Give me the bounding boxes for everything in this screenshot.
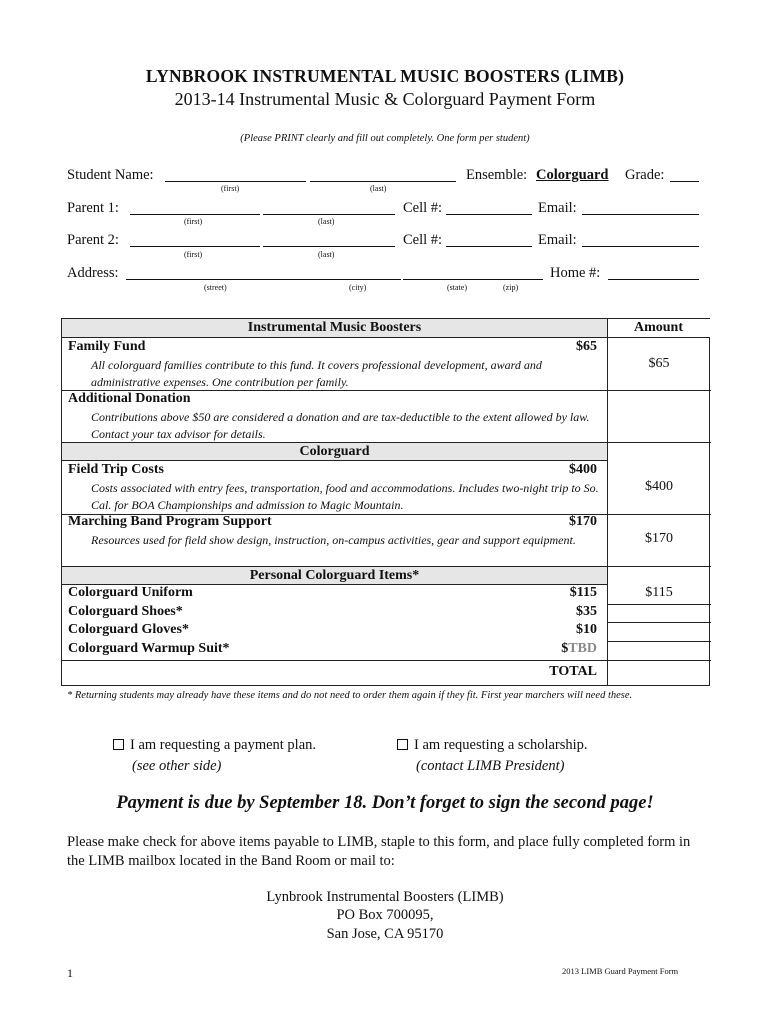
- parent2-first-name-field[interactable]: [130, 246, 260, 247]
- program-support-price: $170: [569, 514, 597, 529]
- fees-table: [61, 318, 710, 686]
- uniform-label: Colorguard Uniform: [68, 585, 193, 600]
- address-street-city-field[interactable]: [126, 279, 401, 280]
- payment-plan-option[interactable]: [113, 737, 316, 754]
- warmup-price: [561, 641, 597, 657]
- field-trip-label: Field Trip Costs: [68, 462, 164, 477]
- home-phone-label: Home #:: [550, 265, 601, 281]
- gloves-label: Colorguard Gloves*: [68, 622, 189, 637]
- mailing-address-line1: Lynbrook Instrumental Boosters (LIMB): [266, 889, 504, 905]
- section-header-personal-items: Personal Colorguard Items*: [62, 566, 607, 585]
- field-trip-description: Costs associated with entry fees, transportation, food and accommodations. Includes two-night trip to So. Cal. for BOA Championships and admission to Magic Mountain.: [91, 481, 599, 512]
- gloves-amount-field[interactable]: [607, 622, 711, 641]
- family-fund-price: $65: [576, 339, 597, 354]
- parent1-email-field[interactable]: [582, 214, 699, 215]
- footnote: * Returning students may already have these items and do not need to order them again if they fit. First year marchers will need these.: [67, 690, 633, 701]
- parent2-last-hint: (last): [318, 250, 335, 259]
- payment-plan-label: I am requesting a payment plan.: [130, 737, 317, 753]
- address-state-hint: (state): [447, 283, 467, 292]
- donation-description: Contributions above $50 are considered a donation and are tax-deductible to the extent allowed by law. Contact your tax advisor for details.: [91, 410, 590, 441]
- address-zip-hint: (zip): [503, 283, 519, 292]
- ensemble-label: Ensemble:: [466, 167, 528, 183]
- shoes-price: $35: [576, 604, 597, 619]
- student-name-label: Student Name:: [67, 167, 154, 183]
- home-phone-field[interactable]: [608, 279, 699, 280]
- warmup-price-tbd: TBD: [568, 641, 597, 656]
- program-support-label: Marching Band Program Support: [68, 514, 272, 529]
- program-support-amount[interactable]: $170: [645, 531, 673, 546]
- parent1-first-name-field[interactable]: [130, 214, 260, 215]
- address-city-hint: (city): [349, 283, 367, 292]
- warmup-price-prefix: $: [561, 641, 569, 656]
- address-state-zip-field[interactable]: [403, 279, 543, 280]
- scholarship-checkbox[interactable]: [397, 739, 408, 750]
- student-last-name-field[interactable]: [310, 181, 456, 182]
- page-number: 1: [67, 966, 73, 980]
- donation-label: Additional Donation: [68, 391, 191, 406]
- parent1-first-hint: (first): [184, 217, 203, 226]
- payment-plan-checkbox[interactable]: [113, 739, 124, 750]
- parent1-last-name-field[interactable]: [263, 214, 395, 215]
- family-fund-label: Family Fund: [68, 339, 146, 354]
- student-first-name-field[interactable]: [165, 181, 306, 182]
- form-title: LYNBROOK INSTRUMENTAL MUSIC BOOSTERS (LIMB): [145, 66, 625, 86]
- uniform-price: $115: [569, 585, 597, 600]
- uniform-amount[interactable]: $115: [645, 585, 673, 600]
- field-trip-amount[interactable]: $400: [645, 479, 673, 494]
- section-header-boosters: Instrumental Music Boosters: [62, 319, 607, 338]
- program-support-description: Resources used for field show design, instruction, on-campus activities, gear and support equipment.: [91, 533, 576, 547]
- parent1-last-hint: (last): [318, 217, 335, 226]
- address-label: Address:: [67, 265, 119, 281]
- family-fund-description: All colorguard families contribute to this fund. It covers professional development, award and administrative expenses. One contribution per family.: [91, 358, 542, 389]
- address-street-hint: (street): [204, 283, 227, 292]
- parent1-label: Parent 1:: [67, 200, 119, 216]
- mailing-instructions: Please make check for above items payable to LIMB, staple to this form, and place fully completed form in the LIMB mailbox located in the Band Room or mail to:: [67, 834, 691, 869]
- payment-plan-note: (see other side): [132, 758, 222, 774]
- payment-due-notice: Payment is due by September 18. Don’t forget to sign the second page!: [116, 793, 654, 813]
- ensemble-value: Colorguard: [536, 167, 609, 183]
- mailing-address-line3: San Jose, CA 95170: [326, 926, 444, 942]
- scholarship-option[interactable]: [397, 737, 588, 754]
- scholarship-label: I am requesting a scholarship.: [414, 737, 588, 753]
- parent1-email-label: Email:: [538, 200, 577, 216]
- grade-label: Grade:: [625, 167, 665, 183]
- parent1-cell-field[interactable]: [446, 214, 532, 215]
- total-amount-field[interactable]: [607, 661, 711, 686]
- parent2-email-label: Email:: [538, 232, 577, 248]
- grade-field[interactable]: [670, 181, 699, 182]
- donation-amount-field[interactable]: [607, 409, 711, 439]
- warmup-amount-field[interactable]: [607, 641, 711, 660]
- student-last-hint: (last): [370, 184, 387, 193]
- gloves-price: $10: [576, 622, 597, 637]
- warmup-label: Colorguard Warmup Suit*: [68, 641, 230, 656]
- amount-header: Amount: [607, 319, 710, 338]
- total-label: TOTAL: [549, 664, 597, 679]
- parent2-cell-field[interactable]: [446, 246, 532, 247]
- shoes-amount-field[interactable]: [607, 604, 711, 622]
- field-trip-price: $400: [569, 462, 597, 477]
- shoes-label: Colorguard Shoes*: [68, 604, 183, 619]
- form-subtitle: 2013-14 Instrumental Music & Colorguard Payment Form: [174, 89, 596, 109]
- parent2-label: Parent 2:: [67, 232, 119, 248]
- section-header-colorguard: Colorguard: [62, 442, 607, 461]
- footer-form-name: 2013 LIMB Guard Payment Form: [562, 966, 679, 976]
- parent2-first-hint: (first): [184, 250, 203, 259]
- parent2-last-name-field[interactable]: [263, 246, 395, 247]
- family-fund-amount[interactable]: $65: [648, 356, 670, 371]
- mailing-address-line2: PO Box 700095,: [336, 907, 434, 923]
- scholarship-note: (contact LIMB President): [416, 758, 565, 774]
- student-first-hint: (first): [221, 184, 240, 193]
- parent2-cell-label: Cell #:: [403, 232, 443, 248]
- parent1-cell-label: Cell #:: [403, 200, 443, 216]
- parent2-email-field[interactable]: [582, 246, 699, 247]
- form-instructions: (Please PRINT clearly and fill out completely. One form per student): [240, 133, 530, 144]
